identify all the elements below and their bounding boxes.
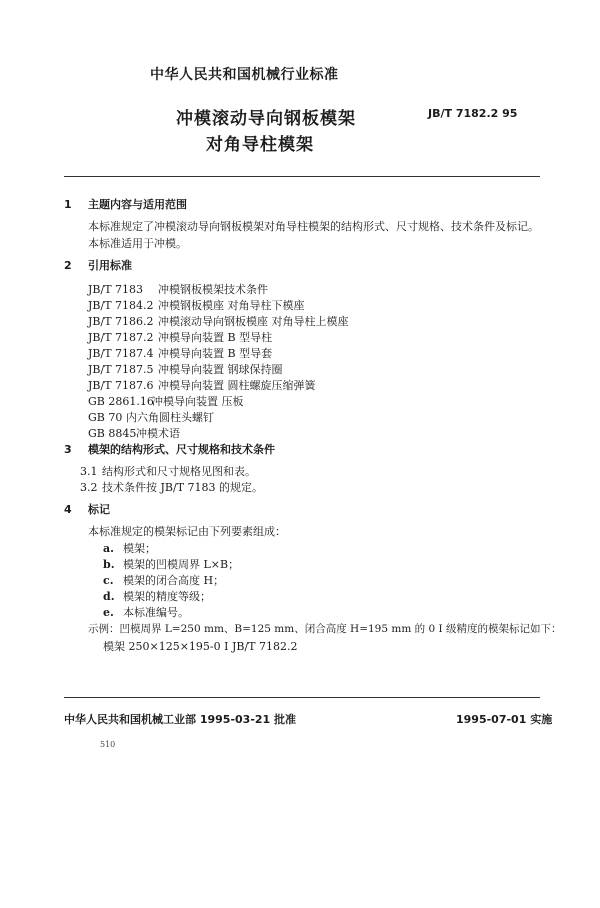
- section-title: 引用标准: [88, 259, 132, 272]
- paragraph: 本标准适用于冲模。: [88, 237, 187, 250]
- section-2-heading: [64, 257, 132, 273]
- reference-code: GB 2861.16: [88, 395, 154, 408]
- bottom-rule: [64, 697, 540, 698]
- reference-title: 冲模钢板模架技术条件: [158, 283, 268, 296]
- page-number: 510: [100, 740, 116, 749]
- section-title: 标记: [88, 503, 110, 516]
- section-3-heading: [64, 441, 275, 457]
- reference-item: [88, 393, 244, 409]
- item-text: 模架；: [123, 542, 156, 555]
- reference-title: 冲模导向装置 B 型导柱: [158, 331, 273, 344]
- marking-item: [103, 588, 211, 604]
- reference-item: [88, 377, 316, 393]
- subsection-number: 3.1: [80, 465, 98, 478]
- paragraph: 本标准规定了冲模滚动导向钢板模架对角导柱模架的结构形式、尺寸规格、技术条件及标记。: [88, 220, 539, 233]
- marking-item: [103, 540, 156, 556]
- reference-title: 冲模钢板模座 对角导柱下模座: [158, 299, 305, 312]
- reference-title: 内六角圆柱头螺钉: [126, 411, 214, 424]
- reference-title: 冲模导向装置 压板: [152, 395, 244, 408]
- reference-title: 冲模导向装置 圆柱螺旋压缩弹簧: [158, 379, 316, 392]
- section-number: 2: [64, 259, 72, 272]
- reference-item: [88, 409, 214, 425]
- standard-code: JB/T 7182.2 95: [428, 107, 518, 120]
- reference-title: 冲模导向装置 钢球保持圈: [158, 363, 283, 376]
- top-rule: [64, 176, 540, 177]
- reference-title: 冲模滚动导向钢板模座 对角导柱上模座: [158, 315, 349, 328]
- subsection-3-1: [80, 463, 256, 479]
- section-number: 1: [64, 198, 72, 211]
- marking-intro: 本标准规定的模架标记由下列要素组成：: [88, 525, 286, 538]
- item-text: 本标准编号。: [123, 606, 189, 619]
- marking-item: [103, 604, 189, 620]
- item-label: e.: [103, 606, 114, 619]
- implementation-date: 1995-07-01 实施: [456, 713, 553, 726]
- subsection-number: 3.2: [80, 481, 98, 494]
- reference-item: [88, 345, 272, 361]
- marking-example: 示例：凹模周界 L=250 mm、B=125 mm、闭合高度 H=195 mm 的 0 I 级精度的模架标记如下：: [88, 623, 562, 635]
- section-title: 主题内容与适用范围: [88, 198, 187, 211]
- reference-title: 冲模术语: [136, 427, 180, 440]
- reference-code: GB 70: [88, 411, 123, 424]
- item-text: 模架的闭合高度 H；: [123, 574, 225, 587]
- reference-code: JB/T 7187.5: [88, 363, 154, 376]
- item-text: 模架的凹模周界 L×B；: [123, 558, 240, 571]
- item-label: d.: [103, 590, 115, 603]
- reference-code: JB/T 7183: [88, 283, 144, 296]
- standard-body: 中华人民共和国机械行业标准: [150, 67, 339, 83]
- marking-item: [103, 556, 239, 572]
- reference-code: JB/T 7184.2: [88, 299, 154, 312]
- reference-item: [88, 425, 180, 441]
- section-number: 3: [64, 443, 72, 456]
- item-label: a.: [103, 542, 114, 555]
- section-4-heading: [64, 501, 110, 517]
- title-line-1: 冲模滚动导向钢板模架: [176, 109, 356, 129]
- subsection-text: 结构形式和尺寸规格见图和表。: [102, 465, 256, 478]
- section-number: 4: [64, 503, 72, 516]
- reference-title: 冲模导向装置 B 型导套: [158, 347, 273, 360]
- marking-item: [103, 572, 224, 588]
- reference-code: JB/T 7187.4: [88, 347, 154, 360]
- reference-item: [88, 361, 283, 377]
- title-line-2: 对角导柱模架: [206, 135, 314, 155]
- reference-item: [88, 329, 272, 345]
- approval-line: 中华人民共和国机械工业部 1995-03-21 批准: [64, 713, 297, 726]
- subsection-3-2: [80, 479, 263, 495]
- subsection-text: 技术条件按 JB/T 7183 的规定。: [102, 481, 264, 494]
- reference-item: [88, 313, 349, 329]
- reference-code: JB/T 7186.2: [88, 315, 154, 328]
- reference-code: GB 8845: [88, 427, 137, 440]
- item-label: c.: [103, 574, 114, 587]
- reference-item: [88, 297, 305, 313]
- reference-item: [88, 281, 268, 297]
- reference-code: JB/T 7187.2: [88, 331, 154, 344]
- section-title: 模架的结构形式、尺寸规格和技术条件: [88, 443, 275, 456]
- item-label: b.: [103, 558, 115, 571]
- item-text: 模架的精度等级；: [123, 590, 211, 603]
- marking-example-mark: 模架 250×125×195-0 I JB/T 7182.2: [103, 640, 298, 653]
- reference-code: JB/T 7187.6: [88, 379, 154, 392]
- section-1-heading: [64, 196, 187, 212]
